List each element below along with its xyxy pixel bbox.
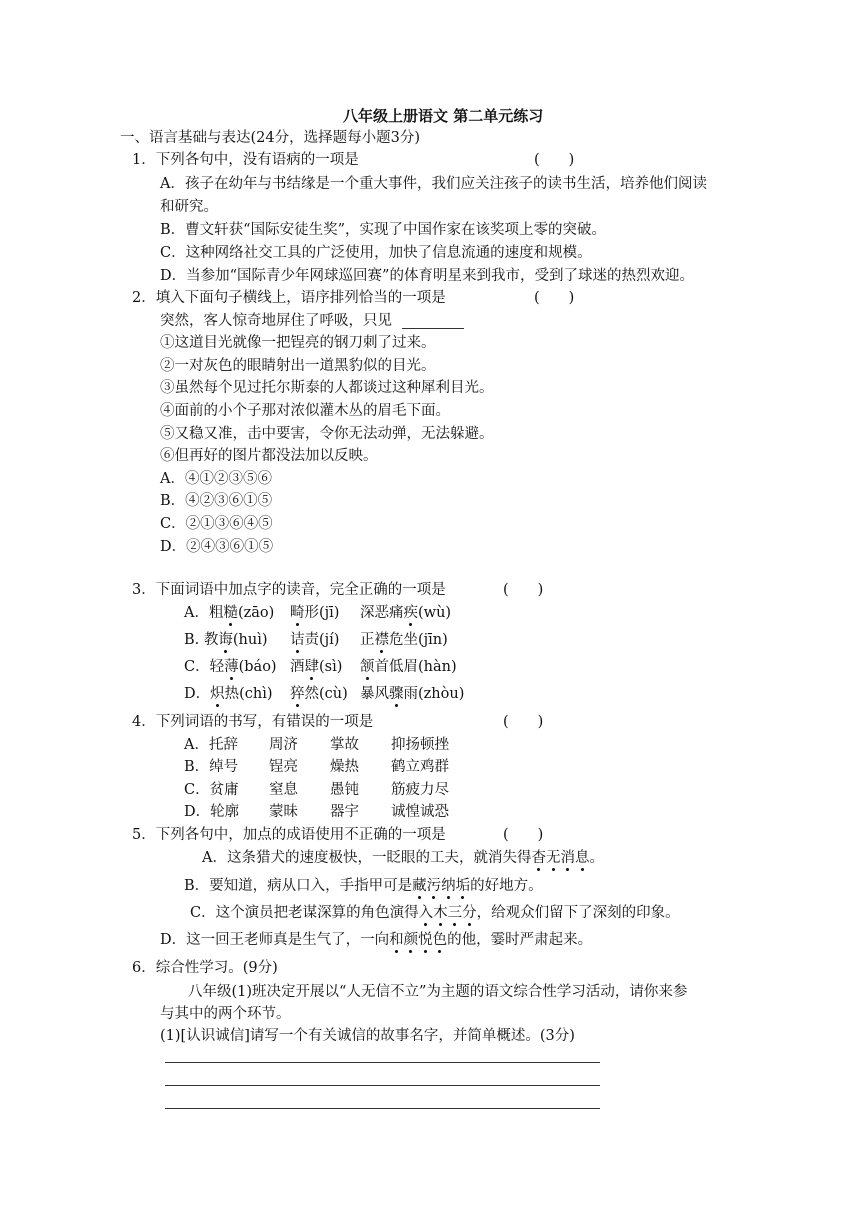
q3-word-post: (wù)	[418, 605, 452, 621]
q1-option-b: B．曹文轩获“国际安徒生奖”，实现了中国作家在该奖项上零的突破。	[160, 222, 606, 238]
q6-subquestion-1: (1)[认识诚信]请写一个有关诚信的故事名字，并简单概述。(3分)	[160, 1028, 575, 1044]
q5-answer-paren[interactable]: ( )	[503, 827, 544, 843]
q1-answer-paren[interactable]: ( )	[534, 152, 575, 168]
q2-option-b: B．④②③⑥①⑤	[160, 493, 273, 509]
q5-c-post: ，给观众们留下了深刻的印象。	[476, 905, 680, 921]
q4-option-word: D．轮廓	[184, 804, 240, 820]
q5-c-pre: C．这个演员把老谋深算的角色演得	[190, 905, 419, 921]
q3-word-pre: D．	[184, 686, 211, 702]
q4-word: 燥热	[330, 759, 359, 775]
q5-a-pre: A．这条猎犬的速度极快，一眨眼的工夫，就消失得	[202, 850, 532, 866]
q3-word-post: 责(jí)	[304, 632, 340, 648]
q3-word-post: 形(jī)	[304, 605, 340, 621]
q5-option-b	[184, 876, 543, 896]
q5-c-dotted-char: 三	[447, 905, 463, 921]
q3-word-pre: 深恶痛	[360, 605, 404, 621]
q6-intro-line1: 八年级(1)班决定开展以“人无信不立”为主题的语文综合性学习活动，请你来参	[188, 984, 688, 1000]
q4-word: 周济	[269, 737, 298, 753]
q3-dotted-char: 炽	[210, 686, 225, 702]
q3-dotted-char: 疾	[403, 605, 418, 621]
q2-sentence-1: ①这道目光就像一把锃亮的钢刀刺了过来。	[160, 335, 436, 351]
q5-a-dotted-char: 杳	[531, 850, 546, 866]
q3-dotted-char: 骤	[389, 686, 404, 702]
q5-b-dotted-char: 纳	[441, 878, 456, 894]
q3-word-pre: 酒	[290, 659, 305, 675]
q3-word-pre: B. 教	[184, 632, 219, 648]
q4-word: 鹤立鸡群	[391, 759, 449, 775]
q5-b-dotted-char: 藏	[412, 878, 427, 894]
q5-a-dotted-char: 息	[574, 850, 590, 866]
q3-word-post: (báo)	[238, 659, 277, 675]
q5-a-dotted-char: 消	[560, 850, 575, 866]
q4-option-word: C．贫庸	[184, 782, 239, 798]
q5-d-dotted-char: 色	[432, 932, 448, 948]
q4-word: 愚钝	[330, 782, 359, 798]
q4-word: 掌故	[330, 737, 359, 753]
q3-word	[290, 684, 348, 704]
q3-word-post: 危坐(jīn)	[389, 632, 448, 648]
q2-answer-paren[interactable]: ( )	[534, 290, 575, 306]
q2-option-a: A．④①②③⑤⑥	[160, 471, 272, 487]
q5-b-dotted-char: 污	[426, 878, 442, 894]
q3-dotted-char: 糙	[223, 605, 238, 621]
q2-sentence: 突然，客人惊奇地屏住了呼吸，只见	[160, 313, 392, 329]
q5-b-dotted-char: 垢	[455, 878, 471, 894]
q3-word-pre: C．轻	[184, 659, 225, 675]
q3-dotted-char: 诲	[218, 632, 233, 648]
q3-dotted-char: 肆	[304, 659, 319, 675]
page-title: 八年级上册语文 第二单元练习	[343, 107, 544, 125]
q5-a-dotted-char: 无	[545, 850, 561, 866]
q2-sentence-6: ⑥但再好的图片都没法加以反映。	[160, 448, 378, 464]
q5-c-dotted-char: 分	[462, 905, 477, 921]
q5-d-dotted-char: 颜	[403, 932, 419, 948]
q5-d-dotted-char: 悦	[418, 932, 433, 948]
q4-word: 蒙昧	[269, 804, 298, 820]
q3-word	[184, 603, 274, 623]
q2-stem: 2．填入下面句子横线上，语序排列恰当的一项是	[132, 290, 446, 306]
q6-intro-line2: 与其中的两个环节。	[160, 1006, 291, 1022]
q4-stem: 4．下列词语的书写，有错误的一项是	[132, 714, 374, 730]
q3-word	[360, 657, 457, 677]
q2-sentence-4: ④面前的小个子那对浓似灌木丛的眉毛下面。	[160, 403, 450, 419]
q3-word-post: 首低眉(hàn)	[374, 659, 457, 675]
q5-b-post: 的好地方。	[470, 878, 543, 894]
q1-option-c: C．这种网络社交工具的广泛使用，加快了信息流通的速度和规模。	[160, 245, 592, 261]
q3-word-pre: 暴风	[360, 686, 389, 702]
q3-dotted-char: 猝	[290, 686, 305, 702]
q4-option-word: A．托辞	[184, 737, 238, 753]
q5-option-c	[190, 903, 680, 923]
q5-a-post: 。	[589, 850, 604, 866]
section-heading: 一、语言基础与表达(24分，选择题每小题3分)	[120, 130, 420, 146]
q2-sentence-5: ⑤又稳又准，击中要害，令你无法动弹，无法躲避。	[160, 426, 494, 442]
answer-line[interactable]	[165, 1062, 600, 1063]
q5-option-d	[160, 930, 592, 950]
q3-word	[290, 630, 339, 650]
q3-word-post: (zāo)	[237, 605, 275, 621]
q3-word	[290, 657, 342, 677]
answer-line[interactable]	[165, 1108, 600, 1109]
q3-word	[290, 603, 339, 623]
q5-c-dotted-char: 木	[433, 905, 448, 921]
q1-stem: 1．下列各句中，没有语病的一项是	[132, 152, 359, 168]
q5-d-pre: D．这一回王老师真是生气了，一向	[160, 932, 390, 948]
q1-option-d: D．当参加“国际青少年网球巡回赛”的体育明星来到我市，受到了球迷的热烈欢迎。	[160, 268, 694, 284]
q3-word-post: 然(cù)	[304, 686, 348, 702]
q4-word: 筋疲力尽	[391, 782, 449, 798]
q3-word	[360, 684, 464, 704]
q5-c-dotted-char: 入	[418, 905, 434, 921]
q2-option-d: D．②④③⑥①⑤	[160, 539, 274, 555]
q3-stem: 3．下面词语中加点字的读音，完全正确的一项是	[132, 582, 446, 598]
q4-word: 器宇	[330, 804, 359, 820]
q5-option-a	[202, 848, 604, 868]
q3-word	[360, 603, 451, 623]
q4-answer-paren[interactable]: ( )	[503, 714, 544, 730]
answer-line[interactable]	[165, 1085, 600, 1086]
q3-dotted-char: 襟	[374, 632, 389, 648]
q5-stem: 5．下列各句中，加点的成语使用不正确的一项是	[132, 827, 446, 843]
q6-stem: 6．综合性学习。(9分)	[132, 960, 278, 976]
q1-option-a: A．孩子在幼年与书结缘是一个重大事件，我们应关注孩子的读书生活，培养他们阅读	[160, 176, 707, 192]
q3-word-post: 雨(zhòu)	[403, 686, 465, 702]
q2-fill-blank	[402, 327, 464, 329]
q5-d-post: 的他，霎时严肃起来。	[447, 932, 593, 948]
q3-answer-paren[interactable]: ( )	[503, 582, 544, 598]
q3-word	[360, 630, 448, 650]
q4-word: 窒息	[269, 782, 298, 798]
q2-sentence-2: ②一对灰色的眼睛射出一道黑豹似的目光。	[160, 358, 436, 374]
q5-b-pre: B．要知道，病从口入，手指甲可是	[184, 878, 413, 894]
q3-word	[184, 684, 273, 704]
q3-word	[184, 630, 268, 650]
q3-dotted-char: 畸	[290, 605, 305, 621]
q5-d-dotted-char: 和	[389, 932, 404, 948]
q2-sentence-3: ③虽然每个见过托尔斯泰的人都谈过这种犀利目光。	[160, 380, 494, 396]
q3-dotted-char: 颔	[360, 659, 375, 675]
q3-word	[184, 657, 277, 677]
q4-word: 抑扬顿挫	[391, 737, 449, 753]
q3-word-post: (sì)	[319, 659, 343, 675]
q4-option-word: B．绰号	[184, 759, 239, 775]
q3-word-pre: A．粗	[184, 605, 224, 621]
q3-word-post: (huì)	[232, 632, 268, 648]
q2-option-c: C．②①③⑥④⑤	[160, 516, 273, 532]
q4-word: 诚惶诚恐	[391, 804, 449, 820]
q3-word-post: 热(chì)	[224, 686, 273, 702]
q4-word: 锃亮	[269, 759, 298, 775]
q3-word-pre: 正	[360, 632, 375, 648]
q1-option-a-cont: 和研究。	[160, 199, 218, 215]
q3-dotted-char: 诘	[290, 632, 305, 648]
q3-dotted-char: 薄	[224, 659, 239, 675]
